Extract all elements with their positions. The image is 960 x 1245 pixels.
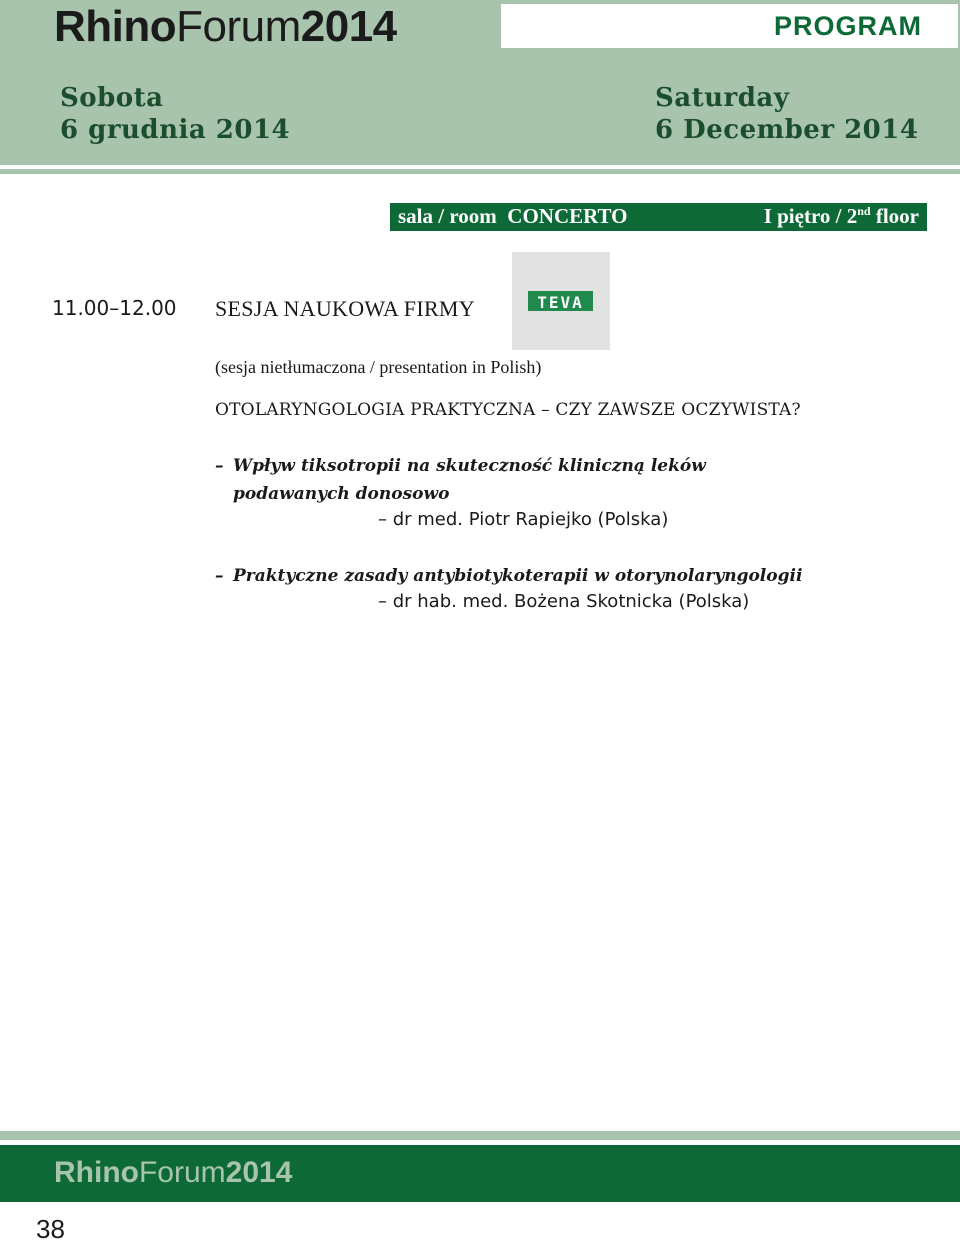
footer-logo-regular: Forum [138,1156,226,1189]
logo-bold: Rhino [54,2,177,51]
date-polish [60,82,290,146]
room-bar [390,203,927,231]
sponsor-logo-box [512,252,610,350]
session-title: SESJA NAUKOWA FIRMY [215,296,475,321]
teva-logo: TEVA [528,291,593,311]
talk-title-text: Praktyczne zasady antybiotykoterapii w otorynolaryngologii [233,566,803,586]
logo-regular: Forum [176,2,301,51]
footer-logo [54,1155,292,1191]
page-footer [0,1145,960,1202]
talk-speaker-1: – dr med. Piotr Rapiejko (Polska) [378,509,669,530]
session-topic: OTOLARYNGOLOGIA PRAKTYCZNA – CZY ZAWSZE OCZYWISTA? [215,400,801,420]
floor-suffix: floor [870,204,919,228]
talk-title-text: Wpływ tiksotropii na skuteczność kliniczną leków podawanych donosowo [233,456,706,504]
talk-dash: – [215,456,224,476]
program-banner [501,4,958,48]
header-stripe [0,169,960,174]
program-label: PROGRAM [774,11,922,41]
footer-logo-bold: Rhino [54,1156,139,1189]
day-polish: Sobota [60,83,164,113]
talk-speaker-2: – dr hab. med. Bożena Skotnicka (Polska) [378,591,750,612]
date-english [655,82,918,146]
day-english: Saturday [655,83,790,113]
footer-logo-year: 2014 [225,1156,293,1189]
floor-prefix: I piętro / 2 [763,204,858,228]
floor-sup: nd [857,204,871,218]
date-polish-text: 6 grudnia 2014 [60,115,291,145]
session-time: 11.00–12.00 [52,296,177,320]
date-english-text: 6 December 2014 [655,115,919,145]
talk-dash: – [215,566,224,586]
floor-label [764,204,919,229]
footer-stripe [0,1131,960,1140]
session-note: (sesja nietłumaczona / presentation in Polish) [215,357,542,377]
room-label: sala / room CONCERTO [398,204,628,228]
logo-year: 2014 [300,2,397,51]
header-logo [54,2,397,52]
page-number: 38 [36,1214,65,1244]
